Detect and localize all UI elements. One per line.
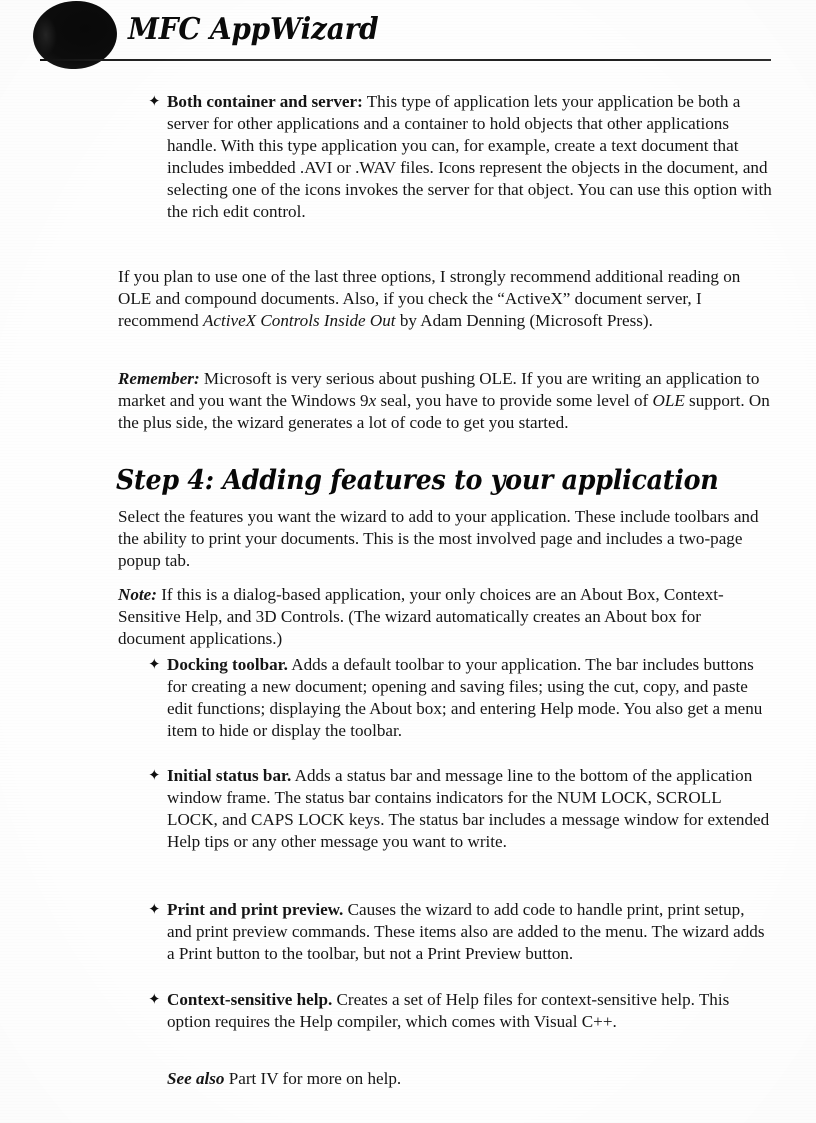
windows-9x-italic-x: x [368,391,377,411]
bullet-diamond-icon: ✦ [148,902,161,918]
list-item [148,654,773,742]
bullet-diamond-icon: ✦ [148,992,161,1008]
remember-text-part-1: Microsoft is very serious about pushing OLE. If you are writing an application to market and you want the Windows 9 [118,369,760,411]
list-item-lead: Initial status bar. [167,766,292,785]
list-item-body: Adds a status bar and message line to the bottom of the application window frame. The status bar contains indicators for the NUM LOCK, SCROLL LOCK, and CAPS LOCK keys. The status bar includes a message window for extended Help tips or any other message you want to write. [167,766,770,852]
list-item-body: Adds a default toolbar to your application. The bar includes buttons for creating a new document; opening and saving files; using the cut, copy, and paste edit functions; displaying the About box; and entering Help mode. You also get a menu item to hide or display the toolbar. [167,655,763,741]
book-title-italic: ActiveX Controls Inside Out [202,311,396,331]
list-item-body: Creates a set of Help files for context-sensitive help. This option requires the Help compiler, which comes with Visual C++. [167,990,730,1032]
list-item-lead: Context-sensitive help. [167,990,333,1009]
list-item-body: This type of application lets your application be both a server for other applications and a container to hold objects that other applications handle. With this type application you can, for example, create a text document that includes imbedded .AVI or .WAV files. Icons represent the objects in the document, and selecting one of the icons invokes the server for that object. You can use this option with the rich edit control. [167,92,772,222]
paragraph-text-part-2: by Adam Denning (Microsoft Press). [395,311,653,331]
bullet-diamond-icon: ✦ [148,94,161,110]
note-body: If this is a dialog-based application, your only choices are an About Box, Context-Sensitive Help, and 3D Controls. (The wizard automatically creates an About box for document applications.) [118,585,724,649]
list-item-body: Causes the wizard to add code to handle print, print setup, and print preview commands. These items also are added to the menu. The wizard adds a Print button to the toolbar, but not a Print Preview button. [167,900,765,964]
section-heading-step-4: Step 4: Adding features to your application [116,465,719,496]
page-header-title: MFC AppWizard [128,12,379,47]
list-item [148,989,773,1033]
page-header [0,0,816,80]
see-also-lead: See also [167,1069,225,1088]
bullet-diamond-icon: ✦ [148,657,161,673]
remember-text-part-3: support. On the plus side, the wizard generates a lot of code to get you started. [118,391,770,433]
list-item-lead: Print and print preview. [167,900,344,919]
ole-italic: OLE [652,391,685,411]
paragraph-ole-reading [118,266,772,332]
see-also-body: Part IV for more on help. [224,1069,402,1088]
remember-lead: Remember: [118,369,200,388]
header-divider [40,59,771,61]
note-lead: Note: [118,585,157,604]
list-item [148,765,773,853]
list-item [148,91,773,224]
list-item-lead: Both container and server: [167,92,363,111]
header-oval-decoration-icon [31,0,120,72]
list-item [148,899,773,965]
paragraph-select-features: Select the features you want the wizard to add to your application. These include toolbars and the ability to print your documents. This is the most involved page and includes a two-page popup tab. [118,507,759,571]
bullet-diamond-icon: ✦ [148,768,161,784]
paragraph-note [118,584,772,650]
remember-text-part-2: seal, you have to provide some level of [376,391,653,411]
paragraph-remember [118,368,772,434]
list-item-lead: Docking toolbar. [167,655,288,674]
see-also-note [167,1068,767,1090]
paragraph-text-part-1: If you plan to use one of the last three options, I strongly recommend additional reading on OLE and compound documents. Also, if you check the “ActiveX” document server, I recommend [118,267,741,331]
